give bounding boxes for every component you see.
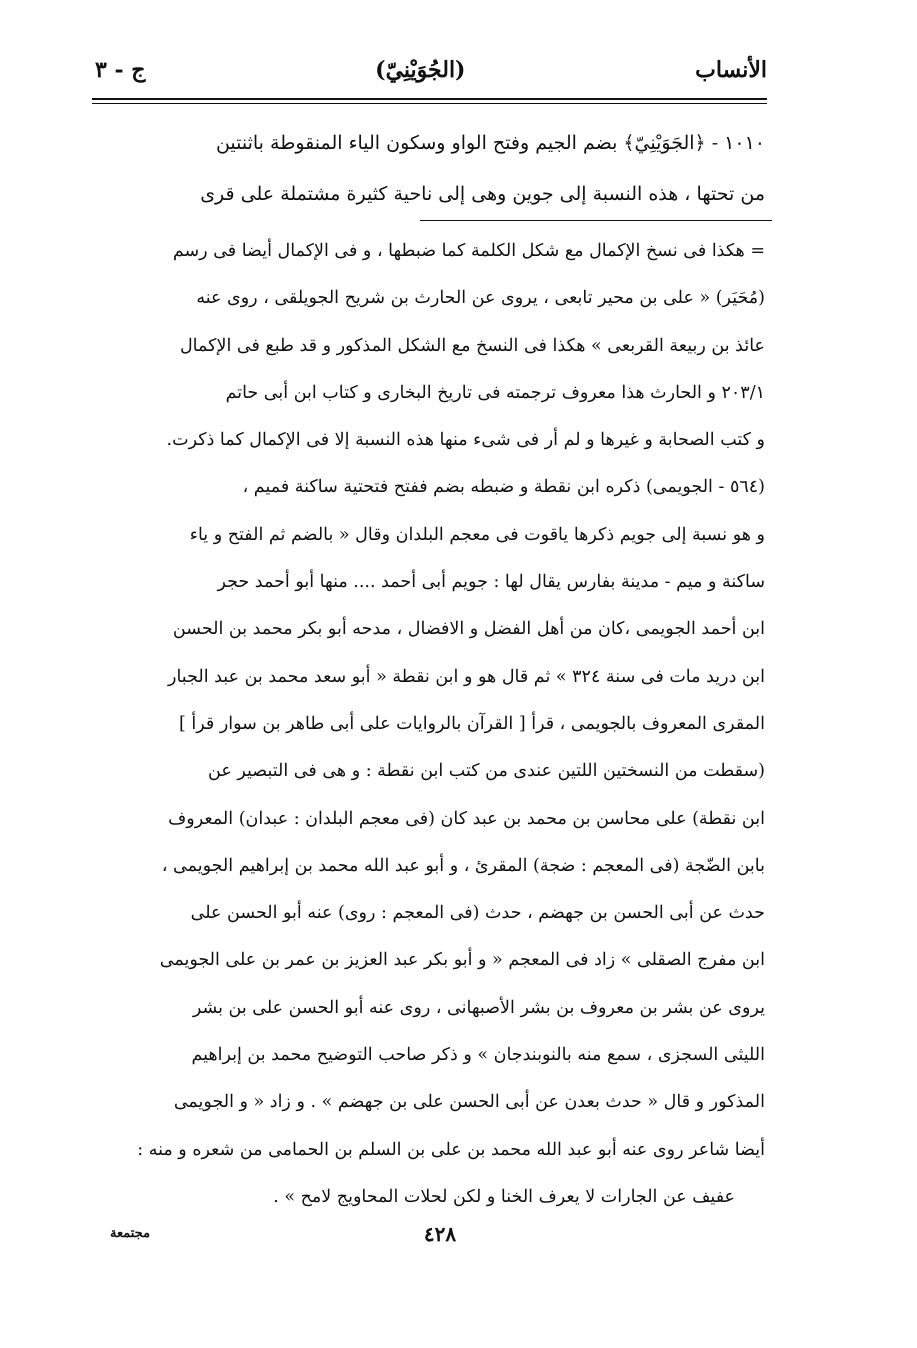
footnote-line: حدث عن أبى الحسن بن جهضم ، حدث (فى المعجم : روى) عنه أبو الحسن على <box>190 903 765 924</box>
footnote-line: ابن نقطة) على محاسن بن محمد بن عبد كان (فى معجم البلدان : عبدان) المعروف <box>168 808 765 829</box>
footnote-divider <box>420 220 772 221</box>
poem-verse: عفيف عن الجارات لا يعرف الخنا و لكن لحلات المحاويج لامح » . <box>273 1186 735 1207</box>
main-text-line: من تحتها ، هذه النسبة إلى جوين وهى إلى ناحية كثيرة مشتملة على قرى <box>200 183 765 205</box>
footnotes <box>95 228 765 1221</box>
footnote-line: يروى عن بشر بن معروف بن بشر الأصبهانى ، روى عنه أبو الحسن على بن بشر <box>192 997 765 1018</box>
footnote-line: عائذ بن ربيعة القربعى » هكذا فى النسخ مع الشكل المذكور و قد طبع فى الإكمال <box>179 335 765 356</box>
header-rule-thin <box>92 103 767 104</box>
footnote-line: (سقطت من النسختين اللتين عندى من كتب ابن نقطة : و هى فى التبصير عن <box>208 761 765 782</box>
entry-title: (الجُوَيْنِيّ) <box>375 57 466 83</box>
footnote-line: الليثى السجزى ، سمع منه بالنوبندجان » و ذكر صاحب التوضيح محمد بن إبراهيم <box>191 1045 765 1066</box>
footnote-line: و هو نسبة إلى جويم ذكرها ياقوت فى معجم البلدان وقال « بالضم ثم الفتح و ياء <box>189 524 765 545</box>
book-title: الأنساب <box>695 57 767 83</box>
page-header <box>95 50 767 90</box>
footnote-line: أيضا شاعر روى عنه أبو عبد الله محمد بن على بن السلم بن الحمامى من شعره و منه : <box>137 1139 765 1160</box>
footnote-line: و كتب الصحابة و غيرها و لم أر فى شىء منها هذه النسبة إلا فى الإكمال كما ذكرت. <box>166 430 765 451</box>
signature-mark: مجتمعة <box>110 1226 151 1241</box>
footnote-line: ٢٠٣/١ و الحارث هذا معروف ترجمته فى تاريخ البخارى و كتاب ابن أبى حاتم <box>225 382 765 403</box>
header-rule-thick <box>92 98 767 100</box>
footnote-line: ابن دريد مات فى سنة ٣٢٤ » ثم قال هو و ابن نقطة « أبو سعد محمد بن عبد الجبار <box>168 666 765 687</box>
footnote-line: (٥٦٤ - الجويمى) ذكره ابن نقطة و ضبطه بضم ففتح فتحتية ساكنة فميم ، <box>242 477 765 498</box>
footnote-line: ابن مفرج الصقلى » زاد فى المعجم « و أبو بكر عبد العزيز بن عمر بن على الجويمى <box>159 950 765 971</box>
footnote-line: المقرى المعروف بالجويمى ، قرأ [ القرآن بالروايات على أبى طاهر بن سوار قرأ ] <box>178 713 765 734</box>
footnote-line: (مُحَيَر) « على بن محير تابعى ، يروى عن الحارث بن شريح الجويلقى ، روى عنه <box>196 288 765 309</box>
main-text-line: ١٠١٠ - ﴿الجَوَيْنِيّ﴾ بضم الجيم وفتح الواو وسكون الياء المنقوطة باثنتين <box>215 132 765 154</box>
footnote-line: = هكذا فى نسخ الإكمال مع شكل الكلمة كما ضبطها ، و فى الإكمال أيضا فى رسم <box>172 241 765 261</box>
footnote-line: ساكنة و ميم - مدينة بفارس يقال لها : جويم أبى أحمد .... منها أبو أحمد حجر <box>217 572 765 593</box>
footnote-line: المذكور و قال « حدث بعدن عن أبى الحسن على بن جهضم » . و زاد « و الجويمى <box>173 1092 765 1113</box>
footnote-line: ابن أحمد الجويمى ،كان من أهل الفضل و الافضال ، مدحه أبو بكر محمد بن الحسن <box>172 619 765 640</box>
volume-label: ج - ٣ <box>95 57 146 83</box>
footnote-line: بابن الضّجة (فى المعجم : ضجة) المقرئ ، و أبو عبد الله محمد بن إبراهيم الجويمى ، <box>161 855 765 876</box>
main-text <box>95 118 765 220</box>
page-number: ٤٢٨ <box>423 1222 457 1246</box>
